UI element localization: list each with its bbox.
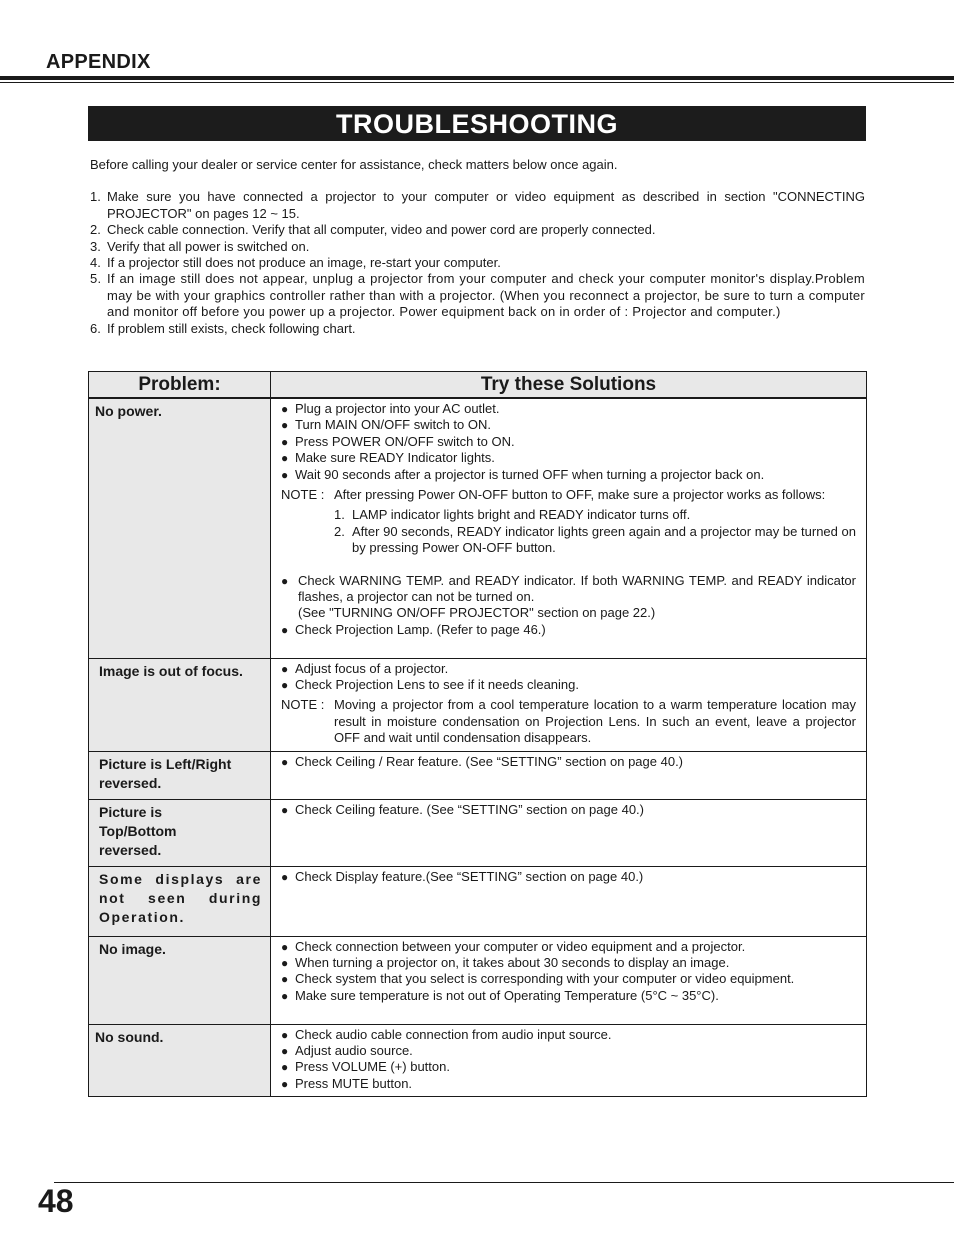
section-title: APPENDIX <box>46 51 151 73</box>
bullet-icon: ● <box>281 972 289 987</box>
note-text: Moving a projector from a cool temperature location to a warm temperature location may result in moisture condensation on Projection Lens. In such an event, leave a projector OFF and wait until condensation disappears. <box>334 697 856 746</box>
bullet-icon: ● <box>281 1043 289 1058</box>
page-title: TROUBLESHOOTING <box>88 106 866 141</box>
note-subitem: 1. LAMP indicator lights bright and READY indicator turns off. <box>334 507 691 523</box>
solution-item: ● Check audio cable connection from audio input source. <box>281 1026 612 1042</box>
table-row <box>89 866 867 936</box>
checklist-item <box>90 222 865 238</box>
solution-item: ● Wait 90 seconds after a projector is turned OFF when turning a projector back on. <box>281 466 765 482</box>
table-row <box>89 936 867 1024</box>
solution-item: ● Adjust focus of a projector. <box>281 660 449 676</box>
bullet-icon: ● <box>281 955 289 970</box>
step-number: 1. <box>90 189 101 205</box>
solution-cell <box>271 866 867 936</box>
solution-cell <box>271 799 867 866</box>
page-number: 48 <box>38 1183 74 1219</box>
solution-item: ● Make sure temperature is not out of Operating Temperature (5°C ~ 35°C). <box>281 987 719 1003</box>
step-number: 5. <box>90 271 102 287</box>
step-text: If problem still exists, check following chart. <box>107 320 356 336</box>
bullet-icon: ● <box>281 988 289 1003</box>
solution-item: ● Check Display feature.(See “SETTING” section on page 40.) <box>281 868 644 884</box>
solution-item: ● Press VOLUME (+) button. <box>281 1059 450 1075</box>
solution-cell <box>271 1024 867 1097</box>
solution-item: ● Check connection between your computer or video equipment and a projector. <box>281 938 746 954</box>
solution-cell <box>271 658 867 751</box>
solution-item: ● When turning a projector on, it takes about 30 seconds to display an image. <box>281 954 730 970</box>
bullet-icon: ● <box>281 434 289 449</box>
checklist-item <box>90 255 865 271</box>
problem-cell: No power. <box>89 398 271 658</box>
problem-cell: No image. <box>89 936 271 1024</box>
solution-cell <box>271 936 867 1024</box>
bullet-icon: ● <box>281 869 289 884</box>
solution-item: ● Adjust audio source. <box>281 1042 413 1058</box>
intro-block <box>90 157 865 337</box>
step-text: Make sure you have connected a projector to your computer or video equipment as described in section "CONNECTING PROJECTOR" on pages 12 ~ 15. <box>107 189 865 221</box>
step-text: Check cable connection. Verify that all computer, video and power cord are properly connected. <box>107 222 656 238</box>
checklist <box>90 189 865 337</box>
footer-rule <box>54 1182 954 1183</box>
solution-item: ● Press POWER ON/OFF switch to ON. <box>281 433 515 449</box>
bullet-icon: ● <box>281 451 289 466</box>
step-number: 4. <box>90 255 101 271</box>
bullet-icon: ● <box>281 1076 289 1091</box>
table-row <box>89 799 867 866</box>
step-number: 2. <box>90 222 101 238</box>
checklist-item <box>90 271 865 320</box>
table-row <box>89 658 867 751</box>
solution-item: ● Check Projection Lamp. (Refer to page 46.) <box>281 621 546 637</box>
header-rule <box>0 76 954 80</box>
bullet-icon: ● <box>281 661 289 676</box>
bullet-icon: ● <box>281 467 289 482</box>
step-number: 6. <box>90 320 101 336</box>
solution-item: ● Check Ceiling / Rear feature. (See “SETTING” section on page 40.) <box>281 753 684 769</box>
table-row <box>89 398 867 658</box>
solution-item: ● Turn MAIN ON/OFF switch to ON. <box>281 417 491 433</box>
solution-item: ● Plug a projector into your AC outlet. <box>281 401 500 416</box>
solution-item: ● Check Ceiling feature. (See “SETTING” section on page 40.) <box>281 801 644 817</box>
bullet-icon: ● <box>281 802 289 817</box>
problem-cell: Picture is Left/Right reversed. <box>89 751 271 799</box>
header-rule-thin <box>0 82 954 83</box>
bullet-icon: ● <box>281 418 289 433</box>
checklist-item <box>90 239 865 255</box>
bullet-icon: ● <box>281 754 289 769</box>
bullet-icon: ● <box>281 573 289 588</box>
troubleshooting-table <box>88 371 867 1097</box>
bullet-icon: ● <box>281 939 289 954</box>
bullet-icon: ● <box>281 1060 289 1075</box>
bullet-icon: ● <box>281 622 289 637</box>
table-header-row <box>89 372 867 399</box>
step-number: 3. <box>90 238 101 254</box>
solution-item: ● Make sure READY Indicator lights. <box>281 450 495 466</box>
bullet-icon: ● <box>281 1027 289 1042</box>
solution-item: ● Check WARNING TEMP. and READY indicator. If both WARNING TEMP. and READY indicator flashes, a projector can not be turned on. <box>281 572 856 605</box>
table-row <box>89 751 867 799</box>
note <box>281 487 856 503</box>
note-subitem: 2. After 90 seconds, READY indicator lights green again and a projector may be turned on by pressing Power ON-OFF button. <box>334 523 856 556</box>
table-row <box>89 1024 867 1097</box>
note-text: After pressing Power ON-OFF button to OFF, make sure a projector works as follows: <box>334 487 826 503</box>
bullet-icon: ● <box>281 677 289 692</box>
note-label: NOTE : <box>281 487 325 503</box>
solution-cell <box>271 398 867 658</box>
note-label: NOTE : <box>281 697 325 713</box>
column-header-solutions: Try these Solutions <box>271 372 867 399</box>
column-header-problem: Problem: <box>89 372 271 399</box>
solution-item: ● Check system that you select is corresponding with your computer or video equipment. <box>281 971 795 987</box>
problem-cell: Picture is Top/Bottom reversed. <box>89 799 271 866</box>
step-text: Verify that all power is switched on. <box>107 238 310 254</box>
solution-reference: (See "TURNING ON/OFF PROJECTOR" section on page 22.) <box>298 605 656 621</box>
note <box>281 697 856 746</box>
step-text: If an image still does not appear, unplug a projector from your computer and check your computer monitor's display.Problem may be with your graphics controller rather than with a projector. (When you reconnect a projector, be sure to turn a computer and monitor off before you power up a projector. Power equipment back on in order of : Projector and computer.) <box>107 271 865 320</box>
intro-lead: Before calling your dealer or service center for assistance, check matters below once again. <box>90 157 618 172</box>
step-text: If a projector still does not produce an image, re-start your computer. <box>107 255 501 271</box>
checklist-item <box>90 189 865 222</box>
bullet-icon: ● <box>281 402 289 416</box>
solution-item: ● Press MUTE button. <box>281 1075 413 1091</box>
problem-cell: No sound. <box>89 1024 271 1097</box>
solution-item: ● Check Projection Lens to see if it needs cleaning. <box>281 676 580 692</box>
solution-cell <box>271 751 867 799</box>
checklist-item <box>90 321 865 337</box>
problem-cell: Image is out of focus. <box>89 658 271 751</box>
problem-cell: Some displays are not seen during Operation. <box>89 866 271 936</box>
